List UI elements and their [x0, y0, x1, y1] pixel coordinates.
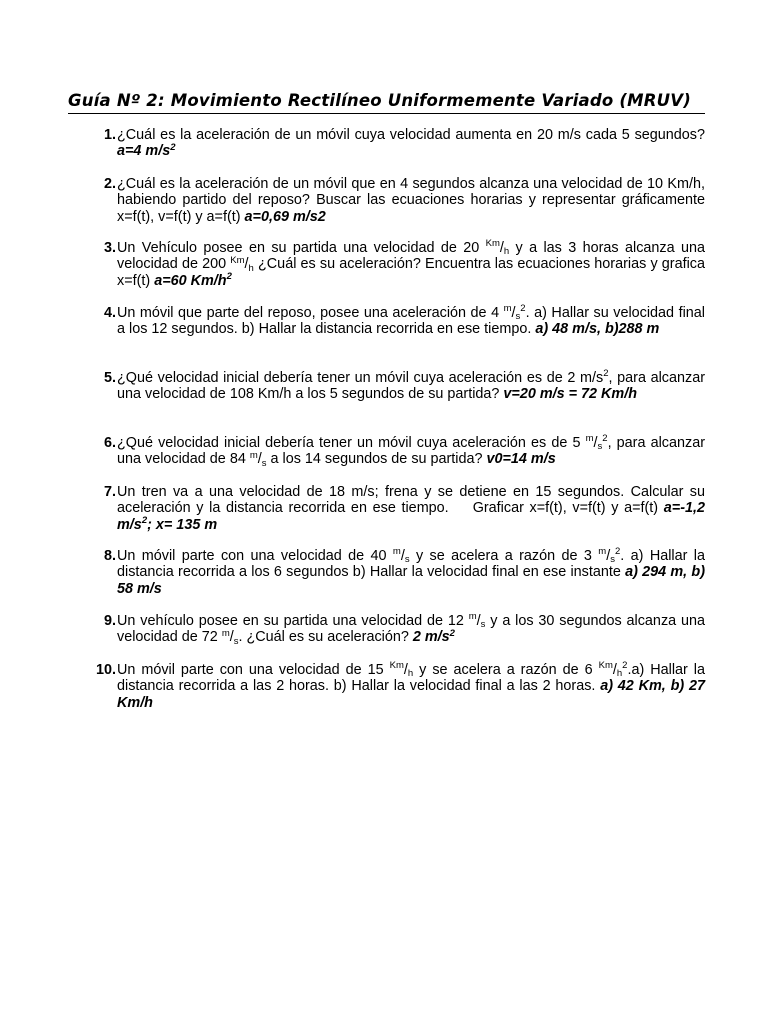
problem-text: ¿Qué velocidad inicial debería tener un móvil cuya aceleración es de 5 $^m/s^2$, para alcanzar una velocidad de 84 $^m$/s a los 14 segundos de su partida? v0=14 m/s [117, 433, 705, 469]
answer: a=-1,2 $m/s^2$; x= 135 m [117, 500, 705, 533]
problem-number: 4. [103, 305, 116, 321]
problem-number: 3. [103, 240, 116, 256]
unit-m-s2: $^m/s^2$ [585, 433, 608, 453]
problem-text: Un móvil parte con una velocidad de 40 $^m$/s y se acelera a razón de 3 $^m/s^2$. a) Hallar la distancia recorrida a los 6 segundos b) Hallar la velocidad final en ese instante a) 294 m, b) 58 m/s [117, 546, 706, 597]
problem-text: ¿Qué velocidad inicial debería tener un móvil cuya aceleración es de 2 $m/s^2$, para alcanzar una velocidad de 108 Km/h a los 5 segundos de su partida? v=20 m/s = 72 Km/h [117, 368, 705, 403]
page-title: Guía Nº 2: Movimiento Rectilíneo Uniformemente Variado (MRUV) [68, 91, 691, 110]
problem-number: 9. [103, 613, 116, 629]
problem-number: 7. [103, 484, 116, 500]
problem-text: Un móvil que parte del reposo, posee una aceleración de 4 $^m/s^2$. a) Hallar su velocidad final a los 12 segundos. b) Hallar la distancia recorrida en ese tiempo. a) 48 m/s, b)288 m [117, 303, 705, 338]
problem-number: 6. [103, 435, 116, 451]
unit-km-h: $^{Km}$/h [485, 238, 510, 258]
unit-m-s: $^m$/s [392, 546, 410, 566]
problem-text: Un tren va a una velocidad de 18 m/s; frena y se detiene en 15 segundos. Calcular su aceleración y la distancia recorrida en ese tiempo. Graficar x=f(t), v=f(t) y a=f(t) a=-1,2 $m/s^2$; x= 135 m [117, 484, 705, 533]
unit-m-s2: $^m/s^2$ [598, 546, 621, 566]
unit-km-h2: $^{Km}/h^2$ [598, 660, 628, 680]
answer: a=4 $m/s^2$ [117, 141, 176, 160]
unit-m-s: $^m$/s [468, 611, 486, 631]
problem-text: Un Vehículo posee en su partida una velocidad de 20 $^{Km}$/h y a las 3 horas alcanza una velocidad de 200 $^{Km}$/h ¿Cuál es su aceleración? Encuentra las ecuaciones horarias y grafica x=f(t) a=60 $Km/h^2$ [117, 238, 705, 289]
problem-number: 2. [103, 176, 116, 192]
answer: a=0,69 m/s2 [244, 208, 326, 225]
problem-number: 5. [103, 370, 116, 386]
answer: v=20 m/s = 72 Km/h [503, 386, 638, 403]
answer: 2 $m/s^2$ [412, 627, 455, 646]
unit-km-h: $^{Km}$/h [230, 254, 254, 274]
answer: a) 294 m, b) 58 m/s [117, 564, 706, 597]
problem-text: Un móvil parte con una velocidad de 15 $^{Km}$/h y se acelera a razón de 6 $^{Km}/h^2.a$) Hallar la distancia recorrida a las 2 horas. b) Hallar la velocidad final a las 2 horas. a) 42 Km, b) 27 Km/h [117, 660, 706, 711]
answer: a=60 $Km/h^2$ [154, 271, 232, 289]
unit-m-s: $^m$/s [249, 449, 267, 469]
problem-number: 8. [103, 548, 116, 564]
answer: v0=14 m/s [486, 451, 556, 468]
unit-km-h: $^{Km}$/h [389, 660, 414, 680]
title-underline [68, 113, 705, 114]
unit-m-s: $^m$/s [221, 627, 239, 647]
unit-m-s2: $^m/s^2$ [503, 303, 526, 323]
answer: a) 42 Km, b) 27 Km/h [117, 678, 705, 711]
answer: a) 48 m/s, b)288 m [535, 321, 660, 338]
problem-text: Un vehículo posee en su partida una velocidad de 12 $^m$/s y a los 30 segundos alcanza una velocidad de 72 $^m$/s. ¿Cuál es su aceleración? 2 $m/s^2$ [117, 611, 705, 647]
problem-number: 10. [95, 662, 116, 678]
problem-text: ¿Cuál es la aceleración de un móvil que en 4 segundos alcanza una velocidad de 10 Km/h, habiendo partido del reposo? Buscar las ecuaciones horarias y representar gráficamente x=f(t), v=f(t) y a=f(t) a=0,69 m/s2 [117, 176, 705, 225]
problem-number: 1. [103, 127, 116, 143]
problem-text: ¿Cuál es la aceleración de un móvil cuya velocidad aumenta en 20 m/s cada 5 segundos? a=4 $m/s^2$ [117, 127, 705, 160]
